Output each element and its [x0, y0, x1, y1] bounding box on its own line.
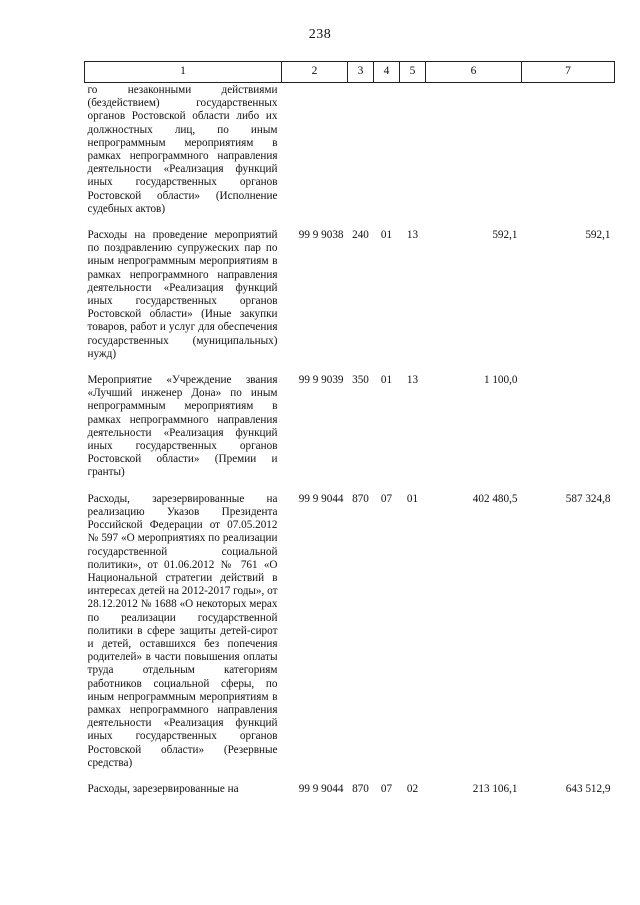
row-subsection: [400, 83, 426, 217]
table-header-row: [85, 62, 615, 83]
row-description: Расходы на проведение мероприятий по поздравлению супружеских пар по иным непрограммным мероприятиям в рамках непрограммного направления деятельности «Реализация функций иных государственных органов Ростовской области» (Иные закупки товаров, работ и услуг для обеспечения государственных (муниципальных) нужд): [87, 229, 278, 360]
row-amount-col6: 402 480,5: [472, 492, 518, 505]
row-target-code: 99 9 9044: [298, 782, 344, 795]
row-description: Расходы, зарезервированные на: [87, 782, 239, 795]
row-amount-col6: 213 106,1: [472, 782, 518, 795]
column-header-5: 5: [400, 62, 426, 83]
column-header-4: 4: [374, 62, 400, 83]
row-expense-type: 350: [352, 374, 369, 387]
row-section: 07: [380, 492, 393, 505]
row-target-code: 99 9 9038: [298, 229, 344, 242]
row-description: Мероприятие «Учреждение звания «Лучший инженер Дона» по иным непрограммным мероприятиям в рамках непрограммного направления деятельности «Реализация функций иных государственных органов Ростовской области» (Премии и гранты): [87, 374, 278, 479]
row-amount-col7: 592,1: [585, 229, 611, 242]
row-section: 07: [380, 782, 393, 795]
row-description: го незаконными действиями (бездействием) государственных органов Ростовской области либо их должностных лиц, по иным непрограммным мероприятиям в рамках непрограммного направления деятельности «Реализация функций иных государственных органов Ростовской области» (Исполнение судебных актов): [87, 84, 278, 215]
row-section: [374, 83, 400, 217]
row-subsection: 13: [406, 229, 419, 242]
row-amount-col6: 592,1: [492, 229, 518, 242]
column-header-3: 3: [348, 62, 374, 83]
row-description: Расходы, зарезервированные на реализацию Указов Президента Российской Федерации от 07.05.2012 № 597 «О мероприятиях по реализации государственной социальной политики», от 01.06.2012 № 761 «О Национальной стратегии действий в интересах детей на 2012-2017 годы», от 28.12.2012 № 1688 «О некоторых мерах по реализации государственной политики в сфере защиты детей-сирот и детей, оставшихся без попечения родителей» в части повышения оплаты труда отдельным категориям работников социальной сферы, по иным непрограммным мероприятиям в рамках непрограммного направления деятельности «Реализация функций иных государственных органов Ростовской области» (Резервные средства): [87, 492, 278, 769]
table-row: [85, 83, 615, 217]
row-amount-col6: [426, 83, 522, 217]
row-section: 01: [380, 229, 393, 242]
row-amount-col7: [522, 83, 615, 217]
table-row: [85, 361, 615, 480]
row-target-code: 99 9 9039: [298, 374, 344, 387]
row-amount-col7: 587 324,8: [565, 492, 611, 505]
column-header-1: 1: [85, 62, 282, 83]
page-number: 238: [308, 27, 332, 42]
row-target-code: 99 9 9044: [298, 492, 344, 505]
row-amount-col7: 643 512,9: [565, 782, 611, 795]
row-amount-col6: 1 100,0: [483, 374, 518, 387]
row-expense-type: 240: [352, 229, 369, 242]
row-amount-col7: [522, 361, 615, 480]
table-row: [85, 216, 615, 361]
budget-table: [84, 61, 615, 796]
row-expense-type: [348, 83, 374, 217]
row-subsection: 13: [406, 374, 419, 387]
table-row: [85, 770, 615, 796]
row-expense-type: 870: [352, 782, 369, 795]
row-subsection: 01: [406, 492, 419, 505]
row-expense-type: 870: [352, 492, 369, 505]
column-header-7: 7: [522, 62, 615, 83]
column-header-2: 2: [282, 62, 348, 83]
table-row: [85, 480, 615, 770]
row-section: 01: [380, 374, 393, 387]
row-subsection: 02: [406, 782, 419, 795]
row-target-code: [282, 83, 348, 217]
column-header-6: 6: [426, 62, 522, 83]
